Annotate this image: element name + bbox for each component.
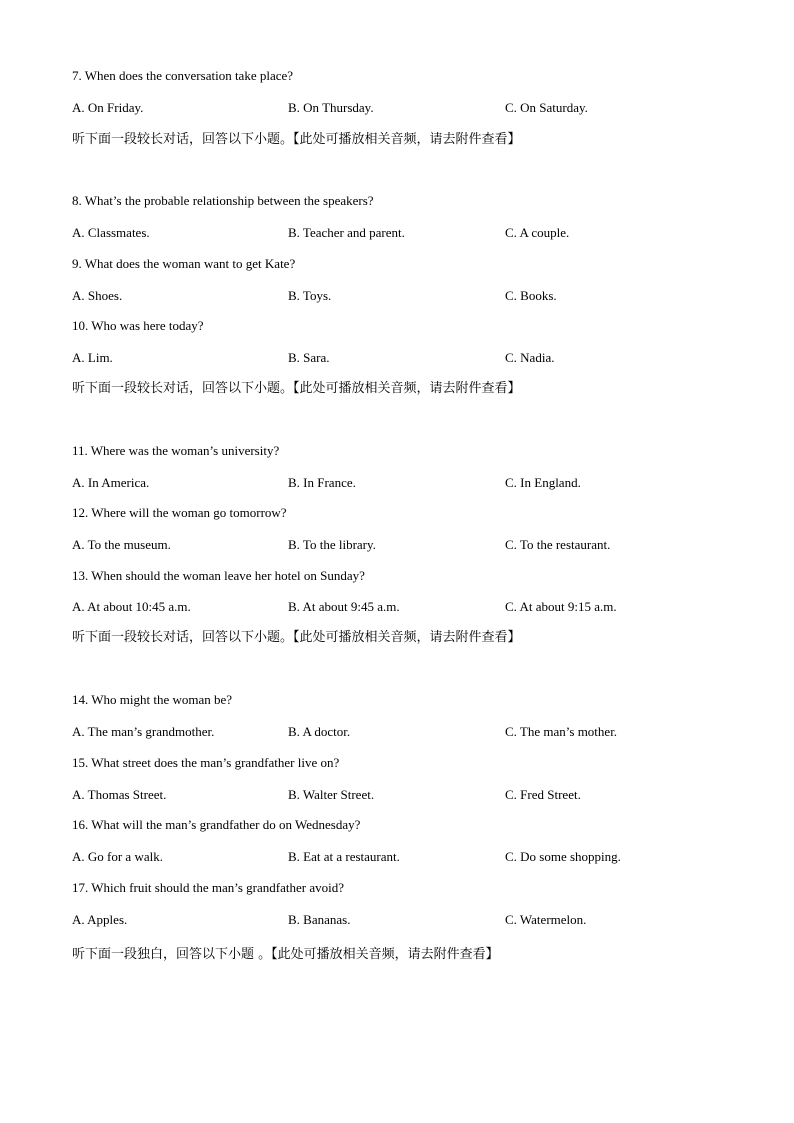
question-15-option-b: B. Walter Street. <box>288 787 375 802</box>
question-12-option-c: C. To the restaurant. <box>505 537 611 552</box>
question-8-option-a: A. Classmates. <box>72 225 150 240</box>
question-17: 17. Which fruit should the man’s grandfather avoid? <box>72 880 344 895</box>
question-16-option-c: C. Do some shopping. <box>505 849 621 864</box>
question-10-option-b: B. Sara. <box>288 350 330 365</box>
question-17-option-b: B. Bananas. <box>288 912 351 927</box>
question-8-option-b: B. Teacher and parent. <box>288 225 405 240</box>
question-14: 14. Who might the woman be? <box>72 692 233 707</box>
question-11-option-b: B. In France. <box>288 475 356 490</box>
question-13: 13. When should the woman leave her hotel on Sunday? <box>72 568 365 583</box>
question-10-option-c: C. Nadia. <box>505 350 555 365</box>
question-15: 15. What street does the man’s grandfather live on? <box>72 755 340 770</box>
question-10-option-a: A. Lim. <box>72 350 113 365</box>
question-12-option-b: B. To the library. <box>288 537 376 552</box>
question-11-option-c: C. In England. <box>505 475 581 490</box>
question-11: 11. Where was the woman’s university? <box>72 443 280 458</box>
question-13-option-c: C. At about 9:15 a.m. <box>505 599 617 614</box>
audio-note-2: 听下面一段较长对话，回答以下小题。【此处可播放相关音频，请去附件查看】 <box>72 381 521 396</box>
question-16: 16. What will the man’s grandfather do on Wednesday? <box>72 817 361 832</box>
question-7-option-c: C. On Saturday. <box>505 100 588 115</box>
question-13-option-b: B. At about 9:45 a.m. <box>288 599 400 614</box>
question-12-option-a: A. To the museum. <box>72 537 171 552</box>
question-14-option-b: B. A doctor. <box>288 724 351 739</box>
question-10: 10. Who was here today? <box>72 318 204 333</box>
question-14-option-c: C. The man’s mother. <box>505 724 618 739</box>
question-16-option-a: A. Go for a walk. <box>72 849 163 864</box>
question-9-option-b: B. Toys. <box>288 288 332 303</box>
question-9-option-a: A. Shoes. <box>72 288 123 303</box>
question-13-option-a: A. At about 10:45 a.m. <box>72 599 191 614</box>
question-8-option-c: C. A couple. <box>505 225 570 240</box>
question-11-option-a: A. In America. <box>72 475 150 490</box>
question-14-option-a: A. The man’s grandmother. <box>72 724 215 739</box>
question-17-option-c: C. Watermelon. <box>505 912 587 927</box>
question-17-option-a: A. Apples. <box>72 912 128 927</box>
question-7-option-a: A. On Friday. <box>72 100 144 115</box>
question-9: 9. What does the woman want to get Kate? <box>72 256 296 271</box>
audio-note-1: 听下面一段较长对话，回答以下小题。【此处可播放相关音频，请去附件查看】 <box>72 132 521 147</box>
question-15-option-a: A. Thomas Street. <box>72 787 167 802</box>
question-16-option-b: B. Eat at a restaurant. <box>288 849 400 864</box>
audio-note-4: 听下面一段独白，回答以下小题 。【此处可播放相关音频，请去附件查看】 <box>72 947 499 962</box>
question-9-option-c: C. Books. <box>505 288 557 303</box>
question-8: 8. What’s the probable relationship between the speakers? <box>72 193 374 208</box>
question-7: 7. When does the conversation take place? <box>72 68 294 83</box>
question-12: 12. Where will the woman go tomorrow? <box>72 505 287 520</box>
audio-note-3: 听下面一段较长对话，回答以下小题。【此处可播放相关音频，请去附件查看】 <box>72 630 521 645</box>
question-7-option-b: B. On Thursday. <box>288 100 374 115</box>
question-15-option-c: C. Fred Street. <box>505 787 581 802</box>
